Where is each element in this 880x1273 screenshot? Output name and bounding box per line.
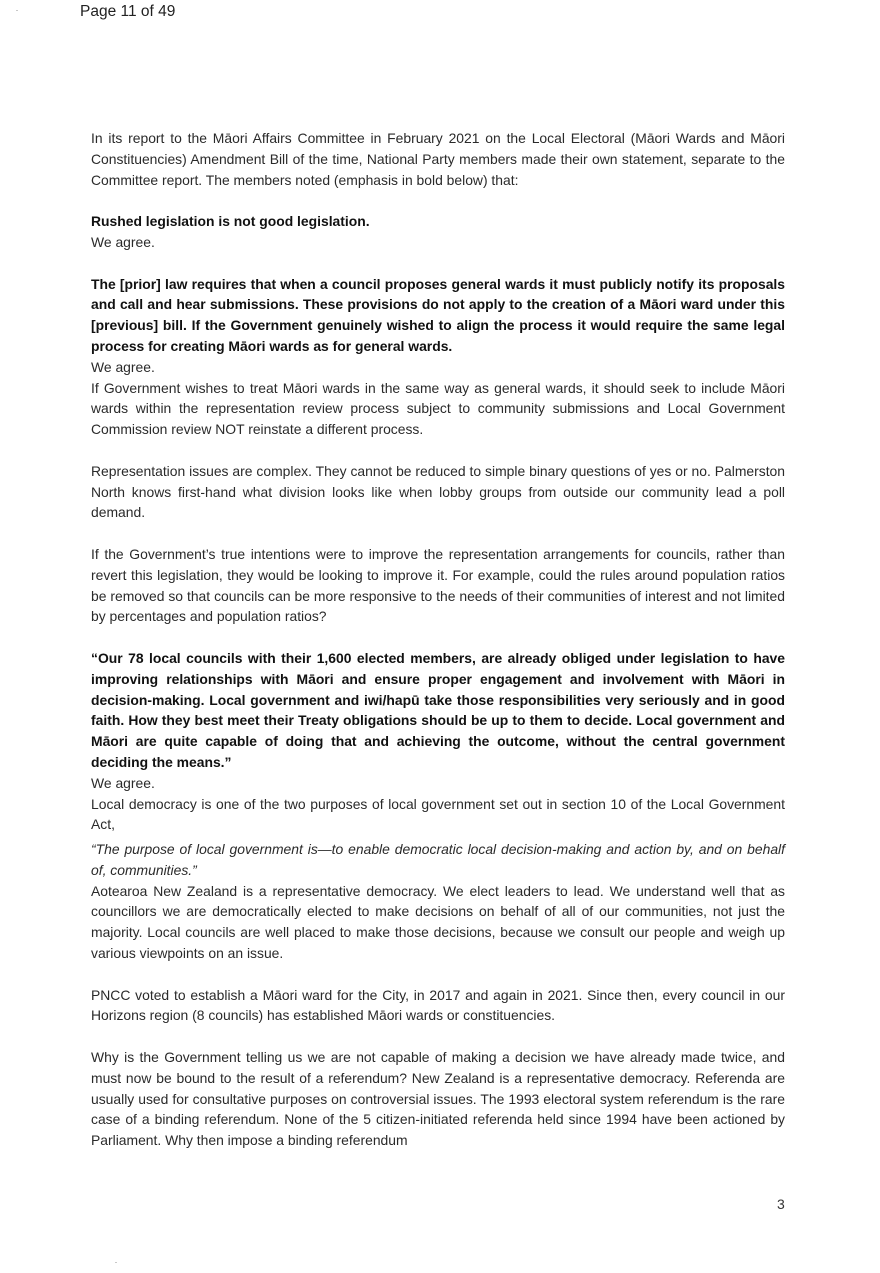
page-number: 3 (777, 1196, 785, 1212)
page-label: Page 11 of 49 (80, 3, 176, 20)
response-3: We agree. (91, 774, 155, 791)
spacer (91, 1026, 785, 1047)
quoted-statement-2: The [prior] law requires that when a council proposes general wards it must publicly notify its proposals and call and hear submissions. These provisions do not apply to the creation of a Māori ward under this [previous] bill. If the Government genuinely wished to align the process it would require the same legal process for creating Māori wards as for general wards. (91, 275, 785, 354)
local-democracy-paragraph: Local democracy is one of the two purposes of local government set out in section 10 of the Local Government Act, (91, 795, 785, 833)
spacer (91, 523, 785, 544)
spacer (91, 964, 785, 985)
intentions-paragraph: If the Government’s true intentions were to improve the representation arrangements for councils, rather than revert this legislation, they would be looking to improve it. For example, could the rules around population ratios be removed so that councils can be more responsive to the needs of their communities of interest and not limited by percentages and population ratios? (91, 545, 785, 625)
aotearoa-paragraph: Aotearoa New Zealand is a representative democracy. We elect leaders to lead. We understand well that as councillors we are democratically elected to make decisions on behalf of all of our communities, not just the majority. Local councils are well placed to make those decisions, because we consult our people and weigh up various viewpoints on an issue. (91, 882, 785, 962)
quoted-statement-1: Rushed legislation is not good legislation. (91, 213, 370, 230)
response-2: We agree. (91, 358, 155, 375)
response-1: We agree. (91, 233, 155, 250)
spacer (91, 627, 785, 648)
scan-speck-bottom (115, 1262, 117, 1263)
spacer (91, 253, 785, 274)
spacer (91, 190, 785, 211)
response-2-paragraph: If Government wishes to treat Māori wards in the same way as general wards, it should seek to include Māori wards within the representation review process subject to community submissions and Local Government Commission review NOT reinstate a different process. (91, 379, 785, 438)
scan-speck-top (16, 10, 18, 11)
act-quotation: “The purpose of local government is—to enable democratic local decision-making and action by, and on behalf of, communities.” (91, 841, 785, 878)
spacer (91, 440, 785, 461)
why-paragraph: Why is the Government telling us we are not capable of making a decision we have already made twice, and must now be bound to the result of a referendum? New Zealand is a representative democracy. Referenda are usually used for consultative purposes on controversial issues. The 1993 electoral system referendum is the rare case of a binding referendum. None of the 5 citizen-initiated referenda held since 1994 have been actioned by Parliament. Why then impose a binding referendum (91, 1049, 785, 1149)
intro-paragraph: In its report to the Māori Affairs Committee in February 2021 on the Local Electoral (Māori Wards and Māori Constituencies) Amendment Bill of the time, National Party members made their own statement, separate to the Committee report. The members noted (emphasis in bold below) that: (91, 130, 785, 188)
document-body (91, 128, 785, 1151)
pncc-paragraph: PNCC voted to establish a Māori ward for the City, in 2017 and again in 2021. Since then, every council in our Horizons region (8 councils) has established Māori wards or constituencies. (91, 986, 785, 1024)
representation-paragraph: Representation issues are complex. They cannot be reduced to simple binary questions of yes or no. Palmerston North knows first-hand what division looks like when lobby groups from outside our community lead a poll demand. (91, 462, 785, 521)
quoted-statement-3: “Our 78 local councils with their 1,600 elected members, are already obliged under legislation to have improving relationships with Māori and ensure proper engagement and involvement with Māori in decision-making. Local government and iwi/hapū take those responsibilities very seriously and in good faith. How they best meet their Treaty obligations should be up to them to decide. Local government and Māori are quite capable of doing that and achieving the outcome, without the central government deciding the means.” (91, 649, 785, 770)
